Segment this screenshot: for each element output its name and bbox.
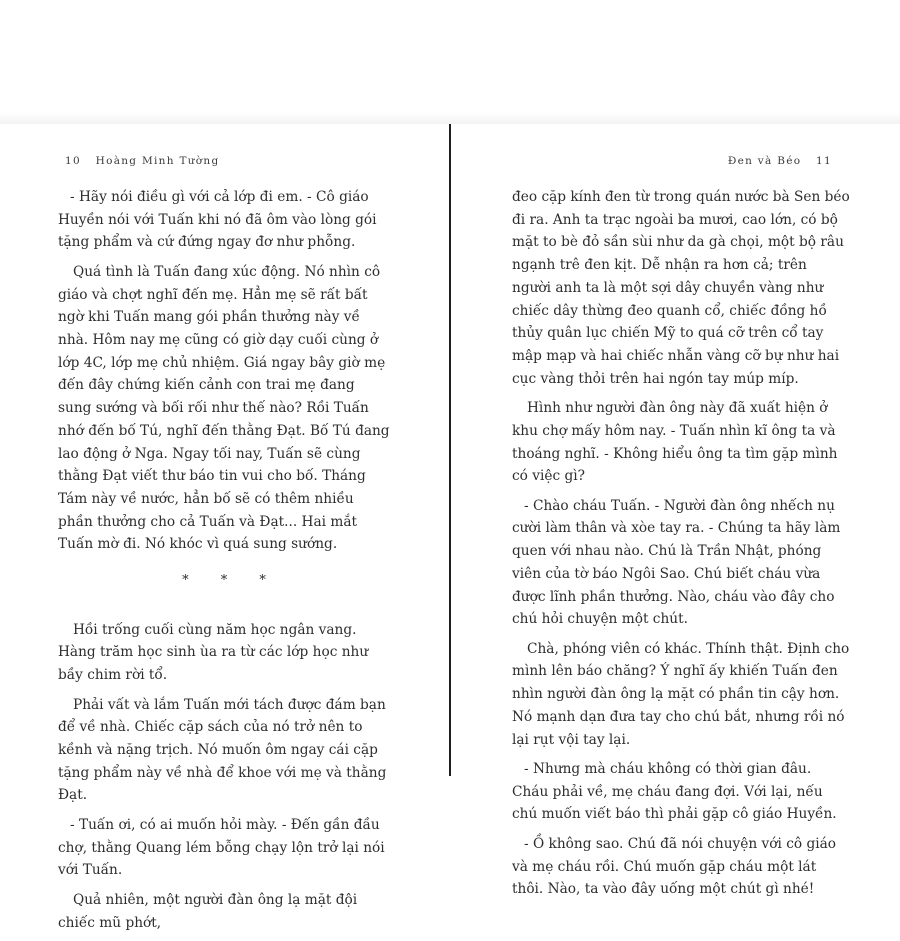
paragraph: Quá tình là Tuấn đang xúc động. Nó nhìn cô giáo và chợt nghĩ đến mẹ. Hẳn mẹ sẽ rất bất ngờ khi Tuấn mang gói phần thưởng này về nhà. Hôm nay mẹ cũng có giờ dạy cuối cùng ở lớp 4C, lớp mẹ chủ nhiệm. Giá ngay bây giờ mẹ đến đây chứng kiến cảnh con trai mẹ đang sung sướng và bối rối như thế nào? Rồi Tuấn nhớ đến bố Tú, nghĩ đến thằng Đạt. Bố Tú đang lao động ở Nga. Ngay tối nay, Tuấn sẽ cùng thằng Đạt viết thư báo tin vui cho bố. Tháng Tám này về nước, hẳn bố sẽ có thêm nhiều phần thưởng cho cả Tuấn và Đạt... Hai mắt Tuấn mờ đi. Nó khóc vì quá sung sướng. bbox=[58, 263, 390, 553]
paragraph: Phải vất và lắm Tuấn mới tách được đám bạn để về nhà. Chiếc cặp sách của nó trở nên to kềnh và nặng trịch. Nó muốn ôm ngay cái cặp tặng phẩm này về nhà để khoe với mẹ và thằng Đạt. bbox=[58, 696, 387, 804]
right-page-body bbox=[512, 186, 850, 908]
paragraph: - Hãy nói điều gì với cả lớp đi em. - Cô giáo Huyền nói với Tuấn khi nó đã ôm vào lòng gói tặng phẩm và cứ đứng ngay đơ như phỗng. bbox=[58, 189, 377, 251]
left-page-header bbox=[55, 155, 220, 167]
section-break-ornament: * * * bbox=[182, 573, 280, 589]
paragraph: đeo cặp kính đen từ trong quán nước bà Sen béo đi ra. Anh ta trạc ngoài ba mươi, cao lớn, có bộ mặt to bè đỏ sần sùi như da gà chọi, một bộ râu ngạnh trê đen kịt. Dễ nhận ra hơn cả; trên người anh ta là một sợi dây chuyền vàng như chiếc dây thừng đeo quanh cổ, chiếc đồng hồ thủy quân lục chiến Mỹ to quá cỡ trên cổ tay mập mạp và hai chiếc nhẫn vàng cỡ bự như hai cục vàng thỏi trên hai ngón tay múp míp. bbox=[512, 189, 850, 387]
left-page-number: 10 bbox=[65, 155, 81, 167]
paragraph: - Chào cháu Tuấn. - Người đàn ông nhếch nụ cười làm thân và xòe tay ra. - Chúng ta hãy làm quen với nhau nào. Chú là Trần Nhật, phóng viên của tờ báo Ngôi Sao. Chú biết cháu vừa được lĩnh phần thưởng. Nào, cháu vào đây cho chú hỏi chuyện một chút. bbox=[512, 497, 841, 628]
right-page-number: 11 bbox=[816, 155, 832, 167]
left-page-body bbox=[58, 186, 390, 941]
right-running-head: Đen và Béo bbox=[727, 155, 802, 167]
paragraph: - Nhưng mà cháu không có thời gian đâu. Cháu phải về, mẹ cháu đang đợi. Với lại, nếu chú muốn viết báo thì phải gặp cô giáo Huyền. bbox=[512, 761, 837, 823]
paragraph: Chà, phóng viên có khác. Thính thật. Định cho mình lên báo chăng? Ý nghĩ ấy khiến Tuấn đen nhìn người đàn ông lạ mặt có phần tin cậy hơn. Nó mạnh dạn đưa tay cho chú bắt, nhưng rồi nó lại rụt vội tay lại. bbox=[512, 640, 850, 748]
book-gutter bbox=[449, 124, 451, 776]
paragraph: - Ồ không sao. Chú đã nói chuyện với cô giáo và mẹ cháu rồi. Chú muốn gặp cháu một lát thôi. Nào, ta vào đây uống một chút gì nhé! bbox=[512, 835, 837, 898]
paragraph: - Tuấn ơi, có ai muốn hỏi mày. - Đến gần đầu chợ, thằng Quang lém bỗng chạy lộn trở lại nói với Tuấn. bbox=[58, 816, 385, 879]
left-running-head: Hoàng Minh Tường bbox=[95, 155, 220, 167]
right-page-header bbox=[728, 155, 842, 167]
paragraph: Hồi trống cuối cùng năm học ngân vang. Hàng trăm học sinh ùa ra từ các lớp học như bầy chim rời tổ. bbox=[58, 621, 369, 684]
paragraph: Hình như người đàn ông này đã xuất hiện ở khu chợ mấy hôm nay. - Tuấn nhìn kĩ ông ta và thoáng nghĩ. - Không hiểu ông ta tìm gặp mình có việc gì? bbox=[512, 400, 838, 485]
paragraph: Quả nhiên, một người đàn ông lạ mặt đội chiếc mũ phớt, bbox=[58, 891, 358, 931]
